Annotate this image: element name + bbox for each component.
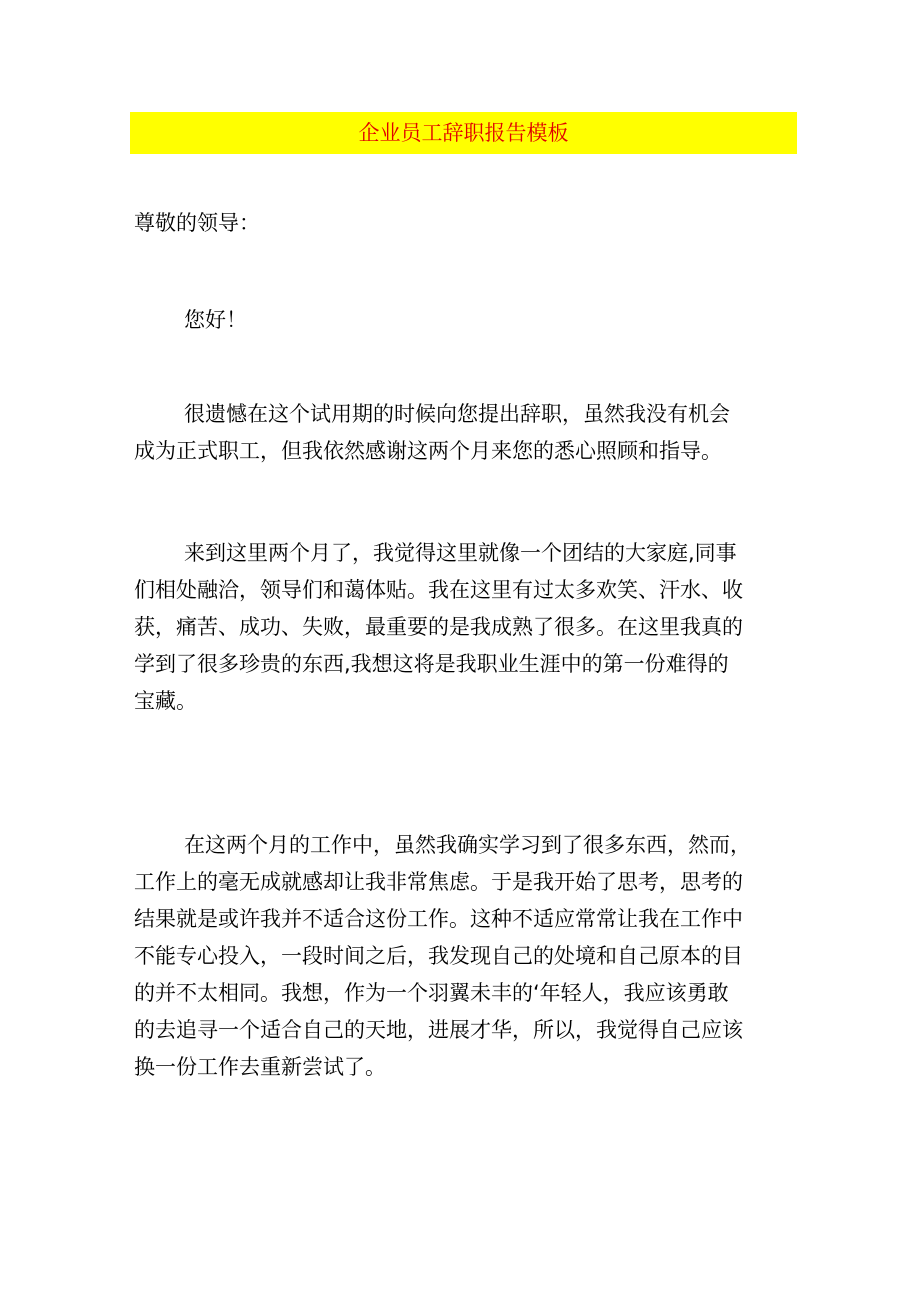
paragraph-line: 宝藏。 — [134, 689, 197, 713]
paragraph-line: 结果就是或许我并不适合这份工作。这种不适应常常让我在工作中 — [134, 907, 743, 931]
paragraph-line: 在这两个月的工作中，虽然我确实学习到了很多东西，然而， — [184, 833, 751, 857]
paragraph-1 — [134, 396, 794, 470]
paragraph-2 — [134, 535, 794, 720]
paragraph-line: 成为正式职工，但我依然感谢这两个月来您的悉心照顾和指导。 — [134, 439, 722, 463]
hello-line: 您好！ — [184, 308, 247, 332]
paragraph-line: 来到这里两个月了，我觉得这里就像一个团结的大家庭,同事 — [184, 541, 737, 565]
paragraph-line: 换一份工作去重新尝试了。 — [134, 1055, 386, 1079]
paragraph-line: 的并不太相同。我想，作为一个羽翼未丰的‘年轻人，我应该勇敢 — [134, 981, 729, 1005]
paragraph-line: 获，痛苦、成功、失败，最重要的是我成熟了很多。在这里我真的 — [134, 615, 743, 639]
paragraph-line: 不能专心投入，一段时间之后，我发现自己的处境和自己原本的目 — [134, 944, 743, 968]
paragraph-line: 学到了很多珍贵的东西,我想这将是我职业生涯中的第一份难得的 — [134, 652, 729, 676]
title-banner — [130, 112, 797, 154]
paragraph-line: 的去追寻一个适合自己的天地，进展才华，所以，我觉得自己应该 — [134, 1018, 743, 1042]
document-title: 企业员工辞职报告模板 — [358, 121, 569, 145]
paragraph-line: 们相处融洽，领导们和蔼体贴。我在这里有过太多欢笑、汗水、收 — [134, 578, 743, 602]
paragraph-line: 很遗憾在这个试用期的时候向您提出辞职，虽然我没有机会 — [184, 402, 730, 426]
paragraph-3 — [134, 827, 794, 1086]
paragraph-line: 工作上的毫无成就感却让我非常焦虑。于是我开始了思考，思考的 — [134, 870, 743, 894]
salutation: 尊敬的领导： — [134, 211, 260, 235]
